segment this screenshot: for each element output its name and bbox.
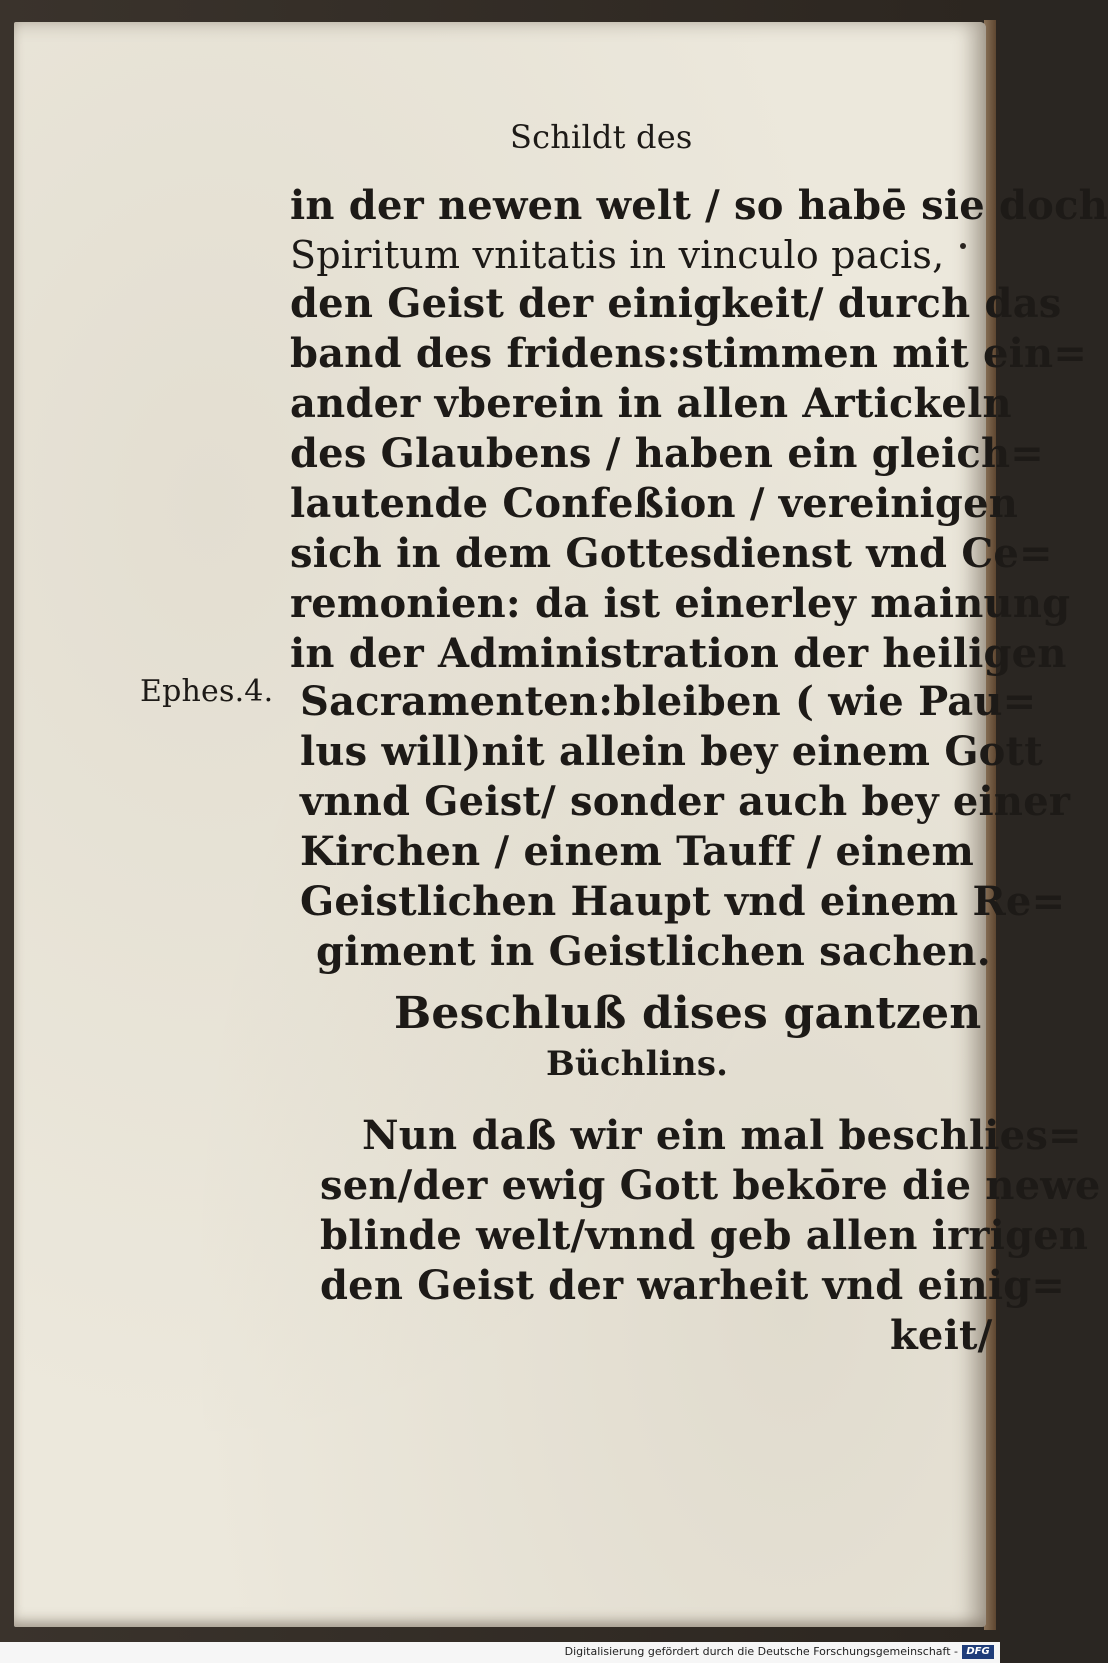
margin-note: Ephes.4. (140, 674, 274, 709)
section-heading-continued: Büchlins. (546, 1044, 729, 1084)
body-line: in der newen welt / so habē sie doch (290, 182, 1108, 229)
body-line: Sacramenten:bleiben ( wie Pau= (300, 678, 1037, 725)
body-line: sich in dem Gottesdienst vnd Ce= (290, 530, 1053, 577)
body-line: in der Administration der heiligen (290, 630, 1067, 677)
body-line: giment in Geistlichen sachen. (316, 928, 991, 975)
footer-credit: Digitalisierung gefördert durch die Deutsche Forschungsgemeinschaft - (564, 1645, 958, 1658)
catchword: keit/ (890, 1312, 993, 1359)
body-line: Kirchen / einem Tauff / einem (300, 828, 975, 875)
dfg-logo: DFG (962, 1645, 994, 1659)
body-line: Spiritum vnitatis in vinculo pacis, (290, 233, 945, 277)
body-line: band des fridens:stimmen mit ein= (290, 330, 1088, 377)
margin-mark (960, 243, 966, 249)
body-line: des Glaubens / haben ein gleich= (290, 430, 1044, 477)
body-line: den Geist der einigkeit/ durch das (290, 280, 1062, 327)
section-heading: Beschluß dises gantzen (394, 988, 982, 1039)
closing-line: den Geist der warheit vnd einig= (320, 1262, 1066, 1309)
closing-line: blinde welt/vnnd geb allen irrigen (320, 1212, 1089, 1259)
running-head: Schildt des (510, 118, 693, 156)
body-line: lautende Confeßion / vereinigen (290, 480, 1018, 527)
closing-line: Nun daß wir ein mal beschlies= (362, 1112, 1082, 1159)
body-line: lus will)nit allein bey einem Gott (300, 728, 1043, 775)
body-line: Geistlichen Haupt vnd einem Re= (300, 878, 1066, 925)
closing-line: sen/der ewig Gott bekōre die newe (320, 1162, 1101, 1209)
body-line: vnnd Geist/ sonder auch bey einer (300, 778, 1071, 825)
body-line: remonien: da ist einerley mainung (290, 580, 1071, 627)
body-line: ander vberein in allen Artickeln (290, 380, 1012, 427)
